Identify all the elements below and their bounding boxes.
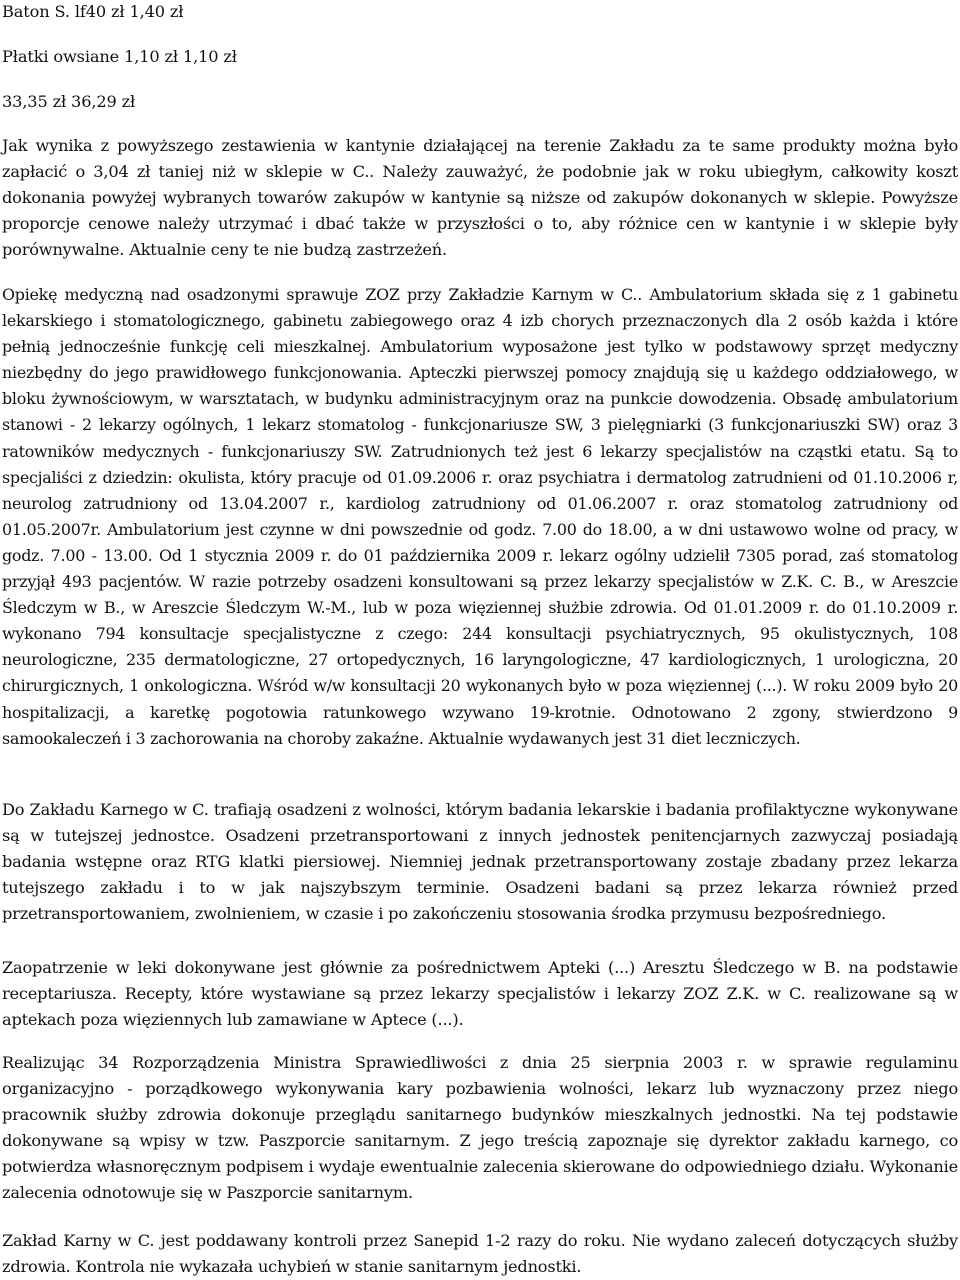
paragraph-paszport-sanitarny: Realizując 34 Rozporządzenia Ministra Sprawiedliwości z dnia 25 sierpnia 2003 r. w sprawie regulaminu organizacyjno - porządkowego wykonywania kary pozbawienia wolności, lekarz lub wyznaczony przez niego pracownik służby zdrowia dokonuje przeglądu sanitarnego budynków mieszkalnych jednostki. Na tej podstawie dokonywane są wpisy w tzw. Paszporcie sanitarnym. Z jego treścią zapoznaje się dyrektor zakładu karnego, co potwierdza własnoręcznym podpisem i wydaje ewentualnie zalecenia skierowane do odpowiedniego działu. Wykonanie zalecenia odnotowuje się w Paszporcie sanitarnym.	[2, 1053, 958, 1203]
paragraph-kantyna: Jak wynika z powyższego zestawienia w kantynie działającej na terenie Zakładu za te same produkty można było zapłacić o 3,04 zł taniej niż w sklepie w C.. Należy zauważyć, że podobnie jak w roku ubiegłym, całkowity koszt dokonania powyżej wybranych towarów zakupów w kantynie są niższe od zakupów dokonanych w sklepie. Powyższe proporcje cenowe należy utrzymać i dbać także w przyszłości o to, aby różnice cen w kantynie i w sklepie były porównywalne. Aktualnie ceny te nie budzą zastrzeżeń.	[2, 136, 958, 260]
price-line-baton: Baton S. lf40 zł 1,40 zł	[2, 2, 184, 21]
paragraph-opieka-medyczna: Opiekę medyczną nad osadzonymi sprawuje ZOZ przy Zakładzie Karnym w C.. Ambulatorium składa się z 1 gabinetu lekarskiego i stomatologicznego, gabinetu zabiegowego oraz 4 izb chorych przeznaczonych dla 2 osób każda i które pełnią jednocześnie funkcję celi mieszkalnej. Ambulatorium wyposażone jest tylko w podstawowy sprzęt medyczny niezbędny do jego prawidłowego funkcjonowania. Apteczki pierwszej pomocy znajdują się u każdego oddziałowego, w bloku żywnościowym, w warsztatach, w budynku administracyjnym oraz na punkcie dowodzenia. Obsadę ambulatorium stanowi - 2 lekarzy ogólnych, 1 lekarz stomatolog - funkcjonariusze SW, 3 pielęgniarki (3 funkcjonariuszki SW) oraz 3 ratowników medycznych - funkcjonariuszy SW. Zatrudnionych też jest 6 lekarzy specjalistów na cząstki etatu. Są to specjaliści z dziedzin: okulista, który pracuje od 01.09.2006 r. oraz psychiatra i dermatolog zatrudnieni od 01.10.2006 r, neurolog zatrudniony od 13.04.2007 r., kardiolog zatrudniony od 01.06.2007 r. oraz stomatolog zatrudniony od 01.05.2007r. Ambulatorium jest czynne w dni powszednie od godz. 7.00 do 18.00, a w dni ustawowo wolne od pracy, w godz. 7.00 - 13.00. Od 1 stycznia 2009 r. do 01 października 2009 r. lekarz ogólny udzielił 7305 porad, zaś stomatolog przyjął 493 pacjentów. W razie potrzeby osadzeni konsultowani są przez lekarzy specjalistów w Z.K. C. B., w Areszcie Śledczym w B., w Areszcie Śledczym W.-M., lub w poza więziennej służbie zdrowia. Od 01.01.2009 r. do 01.10.2009 r. wykonano 794 konsultacje specjalistyczne z czego: 244 konsultacji psychiatrycznych, 95 okulistycznych, 108 neurologiczne, 235 dermatologiczne, 27 ortopedycznych, 16 laryngologiczne, 47 kardiologicznych, 1 urologiczna, 20 chirurgicznych, 1 onkologiczna. Wśród w/w konsultacji 20 wykonanych było w poza więziennej (...). W roku 2009 było 20 hospitalizacji, a karetkę pogotowia ratunkowego wzywano 19-krotnie. Odnotowano 2 zgony, stwierdzono 9 samookaleczeń i 3 zachorowania na choroby zakaźne. Aktualnie wydawanych jest 31 diet leczniczych.	[2, 285, 958, 748]
price-line-platki: Płatki owsiane 1,10 zł 1,10 zł	[2, 47, 237, 66]
paragraph-zaopatrzenie: Zaopatrzenie w leki dokonywane jest głównie za pośrednictwem Apteki (...) Aresztu Śledczego w B. na podstawie receptariusza. Recepty, które wystawiane są przez lekarzy specjalistów i lekarzy ZOZ Z.K. w C. realizowane są w aptekach poza więziennych lub zamawiane w Aptece (...).	[2, 958, 958, 1030]
paragraph-badania: Do Zakładu Karnego w C. trafiają osadzeni z wolności, którym badania lekarskie i badania profilaktyczne wykonywane są w tutejszej jednostce. Osadzeni przetransportowani z innych jednostek penitencjarnych zazwyczaj posiadają badania wstępne oraz RTG klatki piersiowej. Niemniej jednak przetransportowany zostaje zbadany przez lekarza tutejszego zakładu i to w jak najszybszym terminie. Osadzeni badani są przez lekarza również przed przetransportowaniem, zwolnieniem, w czasie i po zakończeniu stosowania środka przymusu bezpośredniego.	[2, 800, 958, 924]
paragraph-sanepid: Zakład Karny w C. jest poddawany kontroli przez Sanepid 1-2 razy do roku. Nie wydano zaleceń dotyczących służby zdrowia. Kontrola nie wykazała uchybień w stanie sanitarnym jednostki.	[2, 1231, 958, 1277]
price-line-totals: 33,35 zł 36,29 zł	[2, 92, 136, 111]
